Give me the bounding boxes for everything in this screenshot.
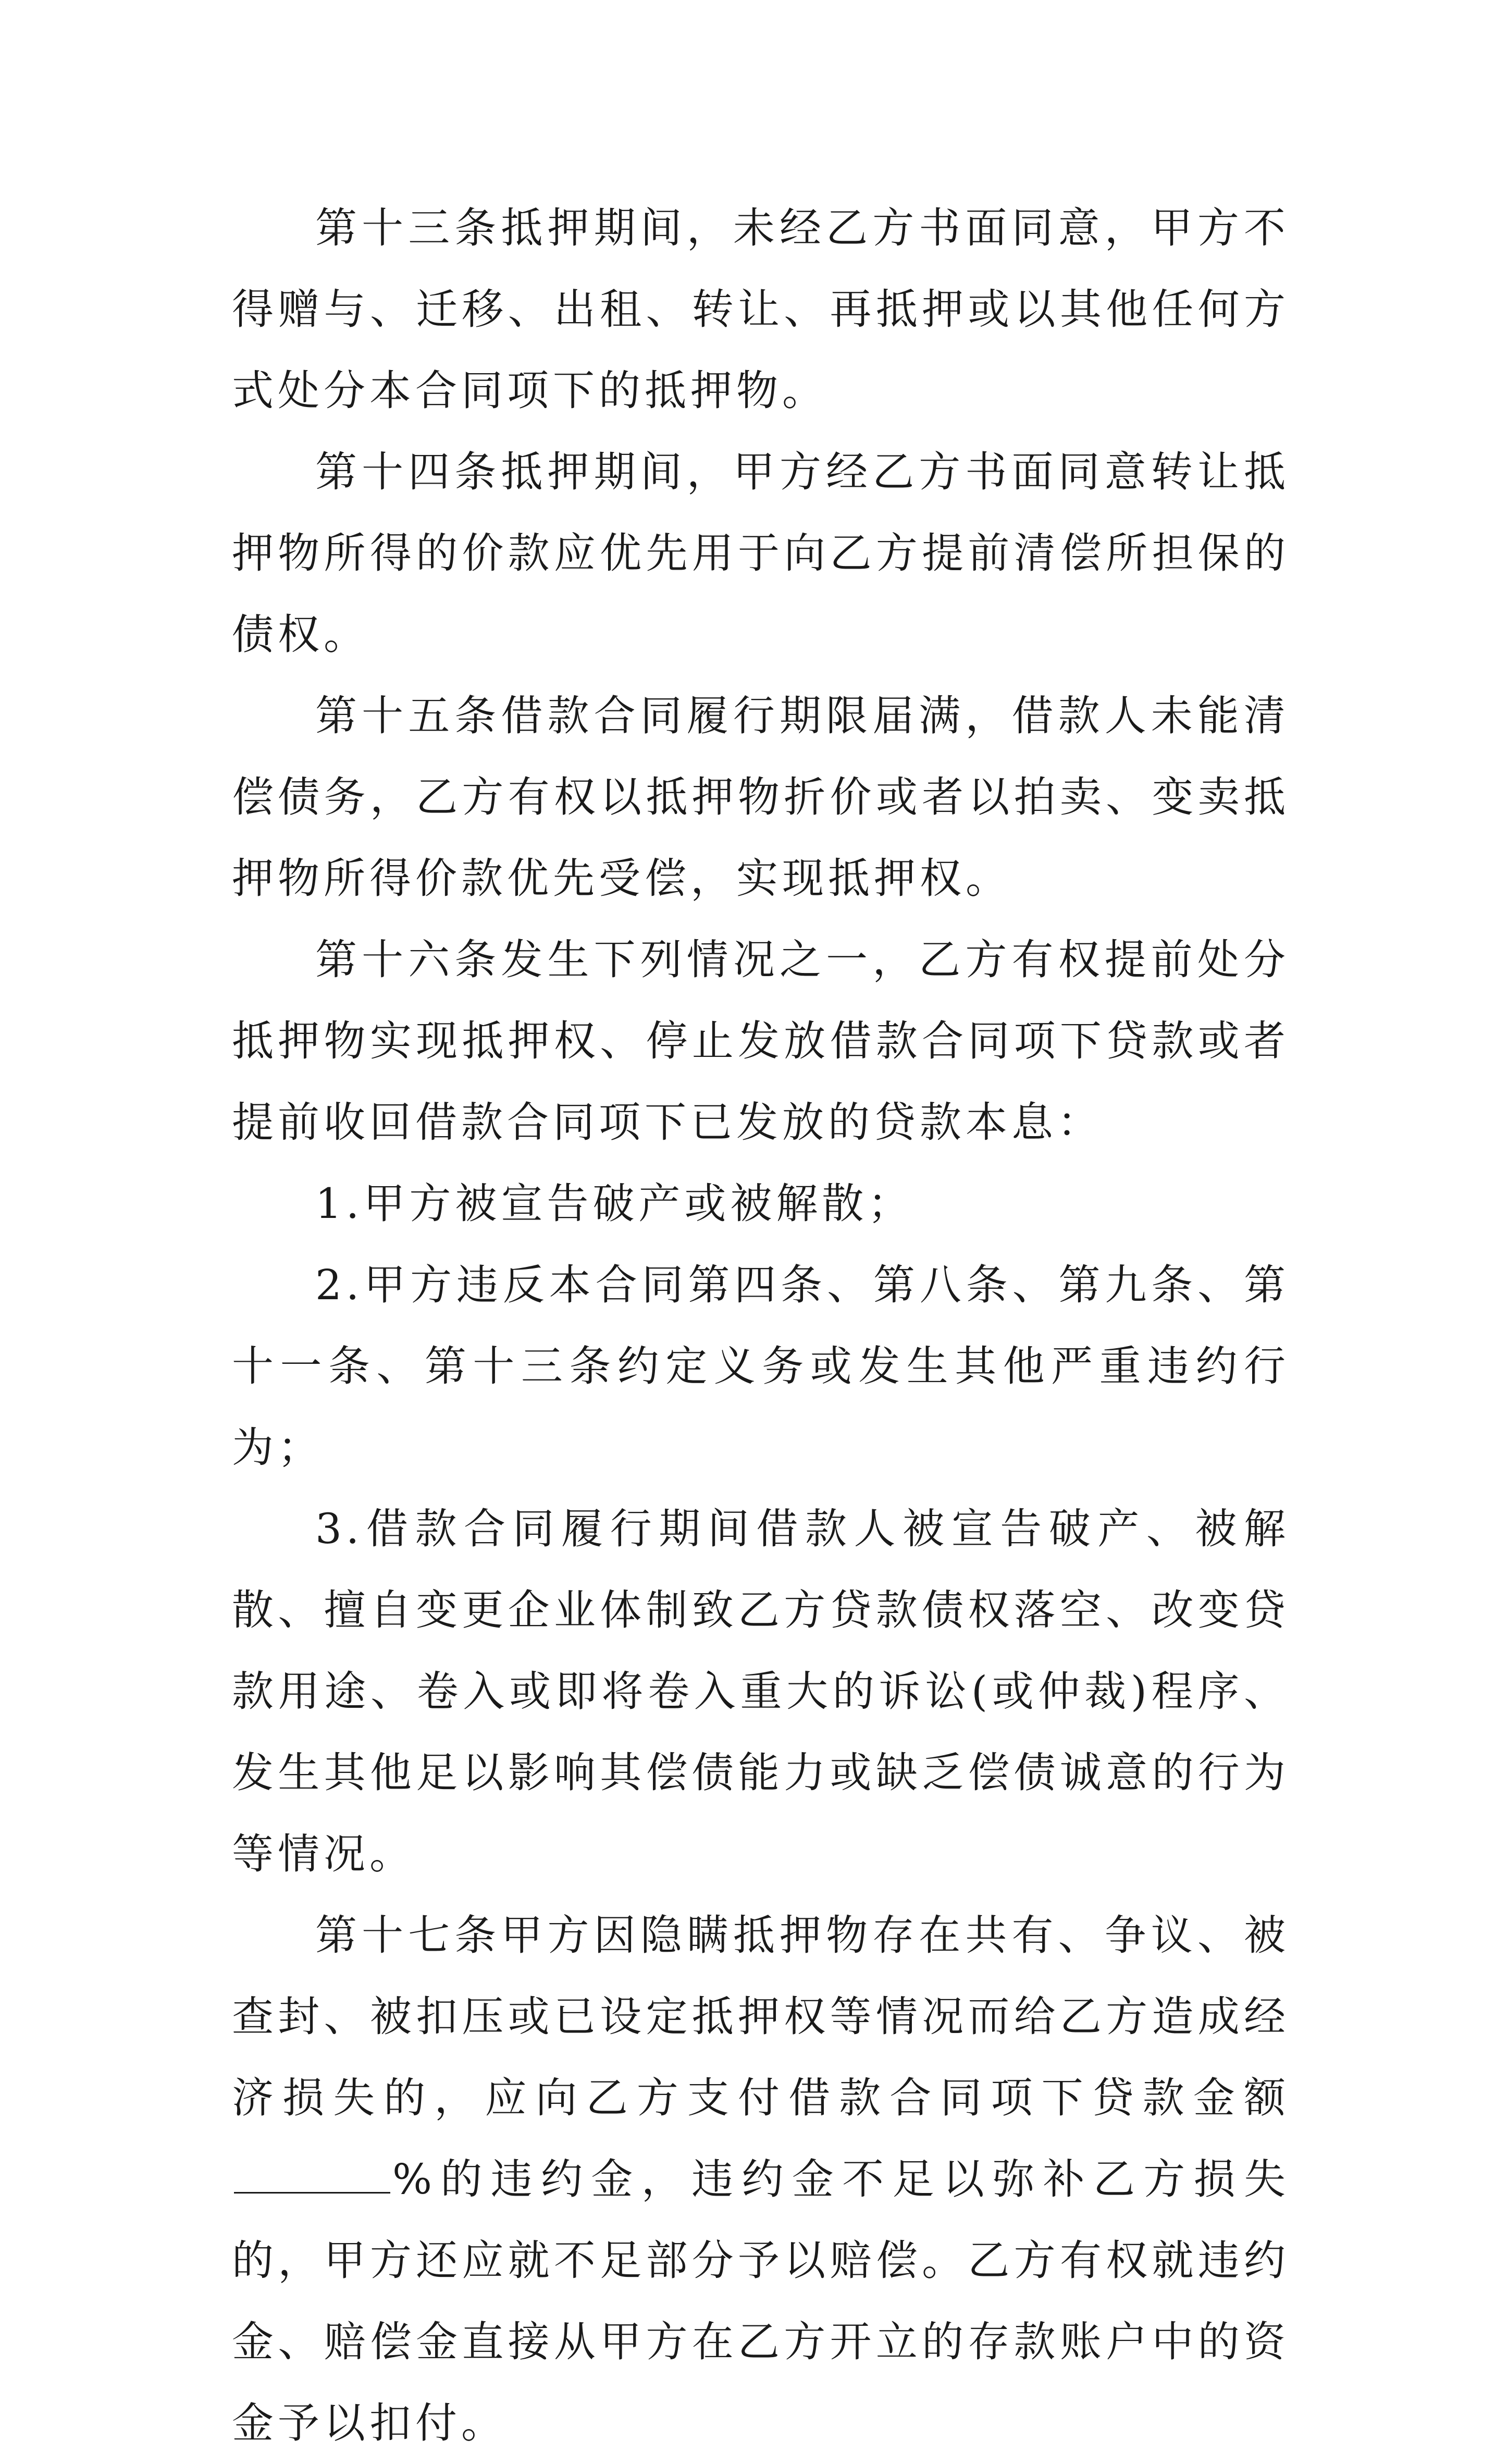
article-13: 第十三条抵押期间，未经乙方书面同意，甲方不得赠与、迁移、出租、转让、再抵押或以其他任何方式处分本合同项下的抵押物。 <box>232 204 1290 415</box>
article-17-text-after-blank: %的违约金，违约金不足以弥补乙方损失的，甲方还应就不足部分予以赔偿。乙方有权就违约金、赔偿金直接从甲方在乙方开立的存款账户中的资金予以扣付。 <box>232 2155 1290 2447</box>
penalty-rate-blank[interactable] <box>234 2155 390 2194</box>
article-16-item-2: 2.甲方违反本合同第四条、第八条、第九条、第十一条、第十三条约定义务或发生其他严重违约行为； <box>232 1261 1290 1472</box>
article-16-item-1: 1.甲方被宣告破产或被解散； <box>315 1179 914 1228</box>
article-17-text-before-blank: 第十七条甲方因隐瞒抵押物存在共有、争议、被查封、被扣压或已设定抵押权等情况而给乙方造成经济损失的，应向乙方支付借款合同项下贷款金额 <box>232 1911 1290 2122</box>
article-16-item-3: 3.借款合同履行期间借款人被宣告破产、被解散、擅自变更企业体制致乙方贷款债权落空、改变贷款用途、卷入或即将卷入重大的诉讼(或仲裁)程序、发生其他足以影响其偿债能力或缺乏偿债诚意的行为等情况。 <box>232 1505 1290 1878</box>
document-body <box>232 188 1290 2464</box>
article-14: 第十四条抵押期间，甲方经乙方书面同意转让抵押物所得的价款应优先用于向乙方提前清偿所担保的债权。 <box>232 448 1290 659</box>
article-16: 第十六条发生下列情况之一，乙方有权提前处分抵押物实现抵押权、停止发放借款合同项下贷款或者提前收回借款合同项下已发放的贷款本息： <box>232 935 1290 1147</box>
article-17 <box>232 1895 1290 2464</box>
article-15: 第十五条借款合同履行期限届满，借款人未能清偿债务，乙方有权以抵押物折价或者以拍卖、变卖抵押物所得价款优先受偿，实现抵押权。 <box>232 692 1290 903</box>
